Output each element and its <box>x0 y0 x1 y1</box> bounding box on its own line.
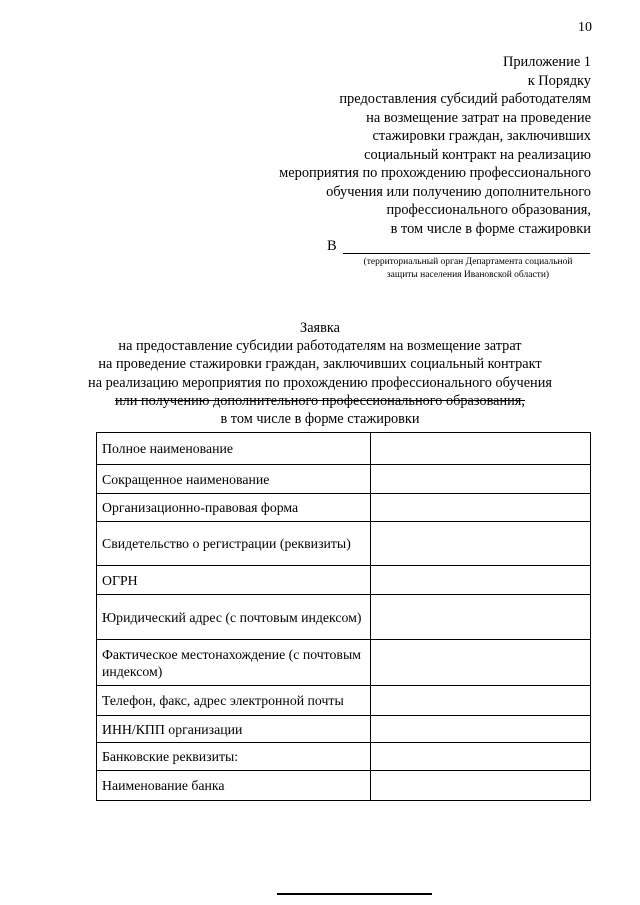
title-line: на проведение стажировки граждан, заключивших социальный контракт <box>98 356 542 373</box>
annex-line: Приложение 1 <box>502 54 591 70</box>
table-row <box>97 743 591 771</box>
addressee-caption-line: защиты населения Ивановской области) <box>386 269 550 280</box>
field-label: Сокращенное наименование <box>97 465 371 494</box>
title-line: в том числе в форме стажировки <box>220 411 420 428</box>
annex-line: к Порядку <box>527 72 591 89</box>
table-row <box>97 433 591 465</box>
table-row <box>97 522 591 566</box>
field-label: Телефон, факс, адрес электронной почты <box>97 686 371 716</box>
document-title <box>60 319 580 428</box>
annex-line: на возмещение затрат на проведение <box>366 109 591 126</box>
field-value[interactable] <box>370 522 590 566</box>
field-label: Фактическое местонахождение (с почтовым индексом) <box>97 640 371 686</box>
table-row <box>97 595 591 640</box>
application-form-table <box>96 432 591 801</box>
addressee-line <box>327 238 339 255</box>
field-label: Организационно-правовая форма <box>97 494 371 522</box>
table-row <box>97 686 591 716</box>
field-value[interactable] <box>370 494 590 522</box>
table-row <box>97 465 591 494</box>
field-label: Банковские реквизиты: <box>97 743 371 771</box>
table-row <box>97 716 591 743</box>
page-number: 10 <box>578 20 592 35</box>
field-label: Полное наименование <box>97 433 371 465</box>
annex-line: предоставления субсидий работодателям <box>339 91 591 107</box>
annex-line: профессионального образования, <box>386 202 591 218</box>
field-value[interactable] <box>370 595 590 640</box>
annex-block <box>231 53 591 238</box>
bottom-rule <box>277 893 432 895</box>
field-value[interactable] <box>370 640 590 686</box>
field-value[interactable] <box>370 465 590 494</box>
title-heading: Заявка <box>300 320 340 336</box>
table-row <box>97 566 591 595</box>
field-label: ОГРН <box>97 566 371 595</box>
field-value[interactable] <box>370 433 590 465</box>
addressee-caption <box>333 256 603 281</box>
annex-line: стажировки граждан, заключивших <box>372 128 591 144</box>
addressee-caption-line: (территориальный орган Департамента социальной <box>363 257 573 267</box>
field-value[interactable] <box>370 566 590 595</box>
table-row <box>97 494 591 522</box>
addressee-prefix: В <box>327 238 337 254</box>
field-label: Юридический адрес (с почтовым индексом) <box>97 595 371 640</box>
field-value[interactable] <box>370 771 590 801</box>
addressee-fill-line[interactable] <box>343 253 590 254</box>
field-label: Свидетельство о регистрации (реквизиты) <box>97 522 371 566</box>
table-row <box>97 640 591 686</box>
annex-line: мероприятия по прохождению профессионального <box>279 165 591 181</box>
field-value[interactable] <box>370 716 590 743</box>
title-line-struck: или получению дополнительного профессионального образования, <box>115 392 525 409</box>
annex-line: обучения или получению дополнительного <box>326 183 591 200</box>
annex-line: социальный контракт на реализацию <box>364 146 591 163</box>
title-line: на предоставление субсидии работодателям на возмещение затрат <box>118 338 522 355</box>
annex-line: в том числе в форме стажировки <box>390 220 591 237</box>
title-line: на реализацию мероприятия по прохождению профессионального обучения <box>88 374 552 391</box>
field-value[interactable] <box>370 743 590 771</box>
table-row <box>97 771 591 801</box>
field-label: ИНН/КПП организации <box>97 716 371 743</box>
field-label: Наименование банка <box>97 771 371 801</box>
field-value[interactable] <box>370 686 590 716</box>
